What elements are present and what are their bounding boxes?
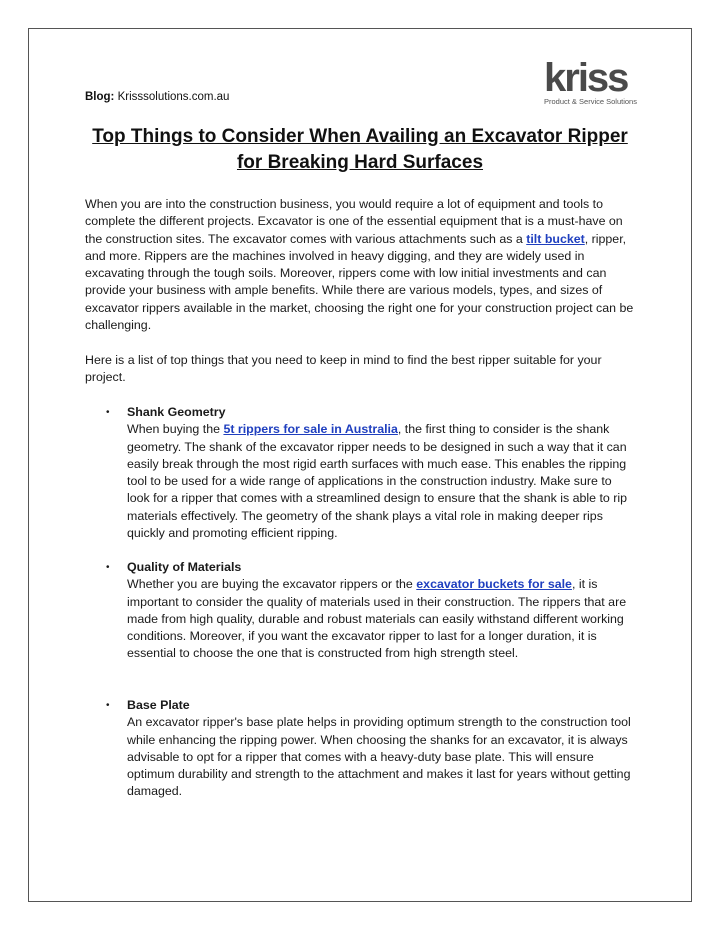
page-title: Top Things to Consider When Availing an Excavator Ripper for Breaking Hard Surfaces — [92, 126, 628, 173]
list-item-shank-geometry — [106, 404, 636, 542]
blog-site: Krisssolutions.com.au — [117, 91, 230, 103]
5t-rippers-link[interactable]: 5t rippers for sale in Australia — [223, 422, 398, 437]
list-item-quality-of-materials — [106, 559, 636, 663]
item-text-after: , the first thing to consider is the shank geometry. The shank of the excavator ripper needs to be designed in such a way that it can easily break through the most rigid earth surfaces with much ease. This enables the ripping tool to be used for a wide range of applications in the construction industry. Make sure to look for a ripper that comes with a streamlined design to ensure that the shank is able to rip materials effectively. The geometry of the shank plays a vital role in making deeper rips quickly and promoting efficient ripping. — [127, 422, 628, 541]
bullet-icon: • — [106, 407, 110, 418]
bullet-icon: • — [106, 562, 110, 573]
item-text-after: , it is important to consider the quality of materials used in their construction. The rippers that are made from high quality, durable and robust materials can easily withstand different working conditions. Moreover, if you want the excavator ripper to last for a longer duration, it is essential to choose the one that is constructed from high strength steel. — [127, 577, 627, 661]
item-text: An excavator ripper's base plate helps in providing optimum strength to the construction tool while enhancing the ripping power. When choosing the shanks for an excavator, it is always advisable to opt for a ripper that comes with a heavy-duty base plate. This will ensure optimum durability and strength to the attachment and makes it last for years without getting damaged. — [127, 715, 631, 799]
intro-paragraph — [85, 196, 640, 334]
tilt-bucket-link[interactable]: tilt bucket — [526, 231, 585, 246]
intro-text-before: When you are into the construction business, you would require a lot of equipment and tools to complete the different projects. Excavator is one of the essential equipment that is a must-have on the construction sites. The excavator comes with various attachments such as a — [85, 197, 623, 246]
list-intro-paragraph: Here is a list of top things that you need to keep in mind to find the best ripper suitable for your project. — [85, 353, 602, 385]
logo-tagline: Product & Service Solutions — [544, 97, 637, 106]
item-text-before: Whether you are buying the excavator rippers or the — [127, 577, 417, 592]
item-heading: Shank Geometry — [127, 405, 226, 419]
item-text-before: When buying the — [127, 422, 224, 437]
blog-line — [85, 91, 229, 103]
excavator-buckets-link[interactable]: excavator buckets for sale — [416, 577, 572, 592]
item-heading: Base Plate — [127, 698, 190, 712]
item-heading: Quality of Materials — [127, 560, 242, 574]
intro-text-after: , ripper, and more. Rippers are the machines involved in heavy digging, and they are widely used in excavating through the tough soils. Moreover, rippers come with low initial investments and can provide your business with ample benefits. While there are various models, types, and sizes of excavator rippers available in the market, choosing the right one for your construction project can be challenging. — [85, 231, 634, 333]
kriss-logo — [544, 56, 637, 108]
bullet-icon: • — [106, 700, 110, 711]
blog-label: Blog: — [85, 91, 115, 103]
list-item-base-plate — [106, 697, 636, 801]
logo-word: kriss — [544, 56, 628, 100]
